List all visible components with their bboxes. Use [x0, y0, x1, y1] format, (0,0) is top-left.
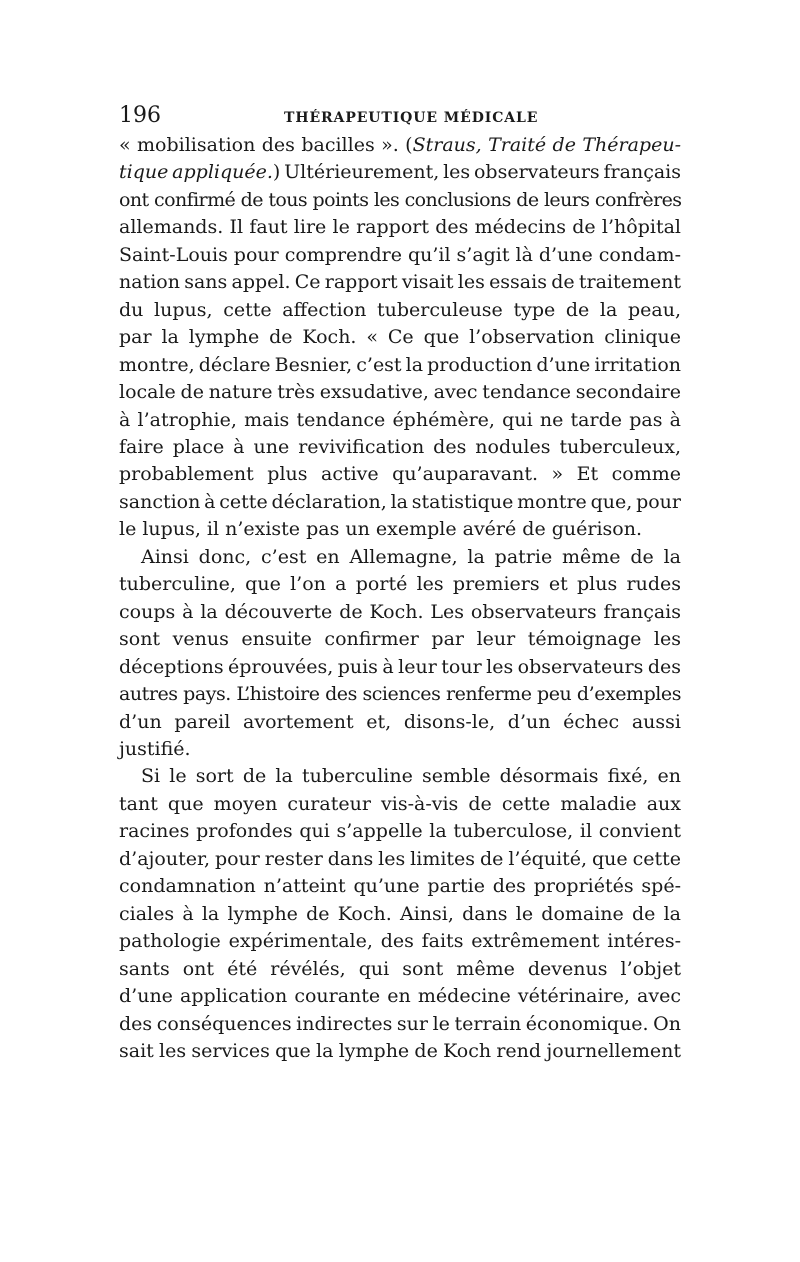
text-line: probablement plus active qu’auparavant. » Et comme — [119, 463, 681, 486]
text-line: pathologie expérimentale, des faits extrêmement intéres- — [119, 930, 681, 953]
text-line: d’une application courante en médecine vétérinaire, avec — [119, 985, 681, 1008]
text-line: d’ajouter, pour rester dans les limites de l’équité, que cette — [119, 847, 681, 870]
text-line: locale de nature très exsudative, avec tendance secondaire — [119, 381, 681, 404]
text-line: montre, déclare Besnier, c’est la production d’une irritation — [119, 353, 681, 376]
running-title: THÉRAPEUTIQUE MÉDICALE — [284, 110, 539, 126]
paragraph — [119, 544, 681, 764]
text-line: Ainsi donc, c’est en Allemagne, la patrie même de la — [141, 545, 681, 568]
italic-citation: Straus, Traité de Thérapeu- — [412, 134, 681, 156]
text-line: des conséquences indirectes sur le terrain économique. On — [119, 1012, 681, 1035]
text-line: le lupus, il n’existe pas un exemple avéré de guérison. — [119, 518, 643, 541]
text-line: condamnation n’atteint qu’une partie des propriétés spé- — [119, 875, 681, 898]
body-text — [119, 132, 681, 1065]
text-line: autres pays. L’histoire des sciences renferme peu d’exemples — [119, 683, 681, 706]
text-line — [119, 159, 681, 186]
page-number: 196 — [119, 103, 161, 128]
text-line: faire place à une revivification des nodules tuberculeux, — [119, 435, 681, 458]
text-line: sait les services que la lymphe de Koch rend journellement — [119, 1039, 681, 1062]
text-line: tuberculine, que l’on a porté les premiers et plus rudes — [119, 573, 681, 596]
text-line: sants ont été révélés, qui sont même devenus l’objet — [119, 957, 681, 980]
text-line: justifié. — [119, 737, 191, 760]
text-segment: ) Ultérieurement, les observateurs français — [272, 161, 681, 184]
paragraph — [119, 763, 681, 1065]
text-line: d’un pareil avortement et, disons-le, d’un échec aussi — [119, 710, 681, 733]
text-line: par la lymphe de Koch. « Ce que l’observation clinique — [119, 326, 681, 349]
text-line: sont venus ensuite confirmer par leur témoignage les — [119, 628, 681, 651]
text-line: racines profondes qui s’appelle la tuberculose, il convient — [119, 820, 681, 843]
text-line: ont confirmé de tous points les conclusions de leurs confrères — [119, 188, 682, 211]
text-line: tant que moyen curateur vis-à-vis de cette maladie aux — [119, 792, 681, 815]
text-line — [119, 132, 681, 159]
italic-citation: tique appliquée. — [119, 161, 273, 184]
text-line: Si le sort de la tuberculine semble désormais fixé, en — [141, 765, 681, 788]
running-head — [119, 96, 681, 132]
book-page — [119, 96, 681, 1065]
text-line: ciales à la lymphe de Koch. Ainsi, dans le domaine de la — [119, 902, 681, 925]
text-line: déceptions éprouvées, puis à leur tour les observateurs des — [119, 655, 681, 678]
text-line: allemands. Il faut lire le rapport des médecins de l’hôpital — [119, 216, 681, 239]
text-line: coups à la découverte de Koch. Les observateurs français — [119, 600, 681, 623]
text-line: nation sans appel. Ce rapport visait les essais de traitement — [119, 271, 681, 294]
text-segment: « mobilisation des bacilles ». ( — [119, 134, 413, 156]
text-line: sanction à cette déclaration, la statistique montre que, pour — [119, 490, 681, 513]
text-line: du lupus, cette affection tuberculeuse type de la peau, — [119, 298, 681, 321]
text-line: Saint-Louis pour comprendre qu’il s’agit là d’une condam- — [119, 243, 681, 266]
text-line: à l’atrophie, mais tendance éphémère, qui ne tarde pas à — [119, 408, 681, 431]
paragraph — [119, 132, 681, 544]
